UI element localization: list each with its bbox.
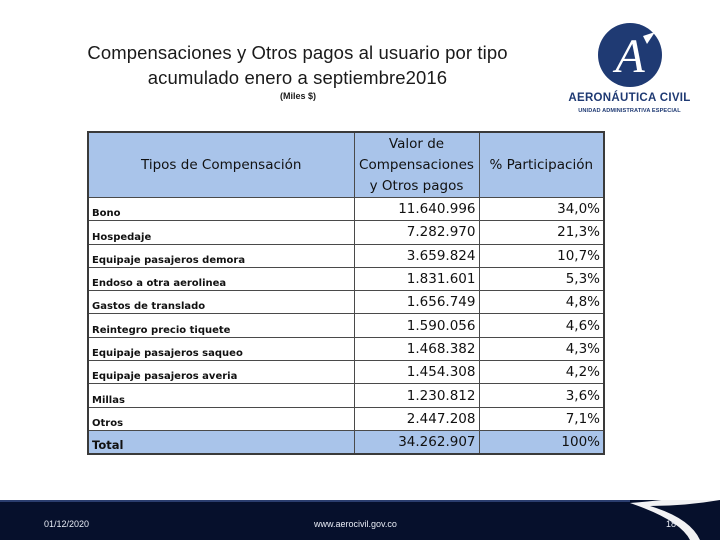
cell-tipo: Total: [88, 430, 354, 454]
cell-pct: 3,6%: [479, 384, 604, 407]
cell-valor: 2.447.208: [354, 407, 479, 430]
table-row: [88, 244, 604, 267]
table-row: [88, 221, 604, 244]
cell-tipo: Otros: [88, 407, 354, 430]
cell-pct: 4,6%: [479, 314, 604, 337]
footer-date: 01/12/2020: [44, 519, 90, 529]
cell-pct: 5,3%: [479, 267, 604, 290]
table-row: [88, 384, 604, 407]
cell-valor: 1.656.749: [354, 291, 479, 314]
cell-pct: 100%: [479, 430, 604, 454]
footer-bar: [0, 500, 720, 540]
logo-name: AERONÁUTICA CIVIL: [568, 92, 691, 104]
cell-valor: 7.282.970: [354, 221, 479, 244]
cell-tipo: Bono: [88, 198, 354, 221]
cell-valor: 1.831.601: [354, 267, 479, 290]
cell-pct: 7,1%: [479, 407, 604, 430]
aerocivil-emblem-icon: [597, 22, 663, 88]
cell-tipo: Endoso a otra aerolinea: [88, 267, 354, 290]
table-row: [88, 198, 604, 221]
logo-subtitle: UNIDAD ADMINISTRATIVA ESPECIAL: [578, 108, 681, 114]
compensation-table: [87, 131, 603, 455]
table-header-row: [88, 132, 604, 198]
cell-valor: 1.454.308: [354, 361, 479, 384]
header-pct: % Participación: [479, 132, 604, 198]
footer-divider: [0, 500, 630, 502]
cell-valor: 3.659.824: [354, 244, 479, 267]
cell-tipo: Equipaje pasajeros demora: [88, 244, 354, 267]
slide-title: Compensaciones y Otros pagos al usuario por tipo acumulado enero a septiembre2016: [87, 42, 508, 88]
cell-pct: 4,8%: [479, 291, 604, 314]
logo-letter: A: [615, 30, 645, 83]
table-row: [88, 407, 604, 430]
cell-tipo: Millas: [88, 384, 354, 407]
table-total-row: [88, 430, 604, 454]
slide-subtitle: (Miles $): [279, 91, 316, 101]
header-valor: Valor de Compensaciones y Otros pagos: [354, 132, 479, 198]
cell-valor: 1.230.812: [354, 384, 479, 407]
table-row: [88, 267, 604, 290]
cell-tipo: Gastos de translado: [88, 291, 354, 314]
cell-tipo: Equipaje pasajeros saqueo: [88, 337, 354, 360]
table-row: [88, 361, 604, 384]
cell-valor: 11.640.996: [354, 198, 479, 221]
cell-pct: 4,2%: [479, 361, 604, 384]
header-tipo: Tipos de Compensación: [88, 132, 354, 198]
cell-pct: 34,0%: [479, 198, 604, 221]
footer-url: www.aerocivil.gov.co: [314, 519, 397, 529]
table-row: [88, 291, 604, 314]
cell-tipo: Reintegro precio tiquete: [88, 314, 354, 337]
table-row: [88, 314, 604, 337]
cell-tipo: Hospedaje: [88, 221, 354, 244]
cell-pct: 4,3%: [479, 337, 604, 360]
cell-valor: 1.590.056: [354, 314, 479, 337]
cell-valor: 1.468.382: [354, 337, 479, 360]
cell-pct: 21,3%: [479, 221, 604, 244]
table-row: [88, 337, 604, 360]
cell-valor: 34.262.907: [354, 430, 479, 454]
footer-page-number: 18: [666, 519, 677, 529]
cell-tipo: Equipaje pasajeros averia: [88, 361, 354, 384]
aerocivil-logo: [562, 22, 697, 122]
cell-pct: 10,7%: [479, 244, 604, 267]
